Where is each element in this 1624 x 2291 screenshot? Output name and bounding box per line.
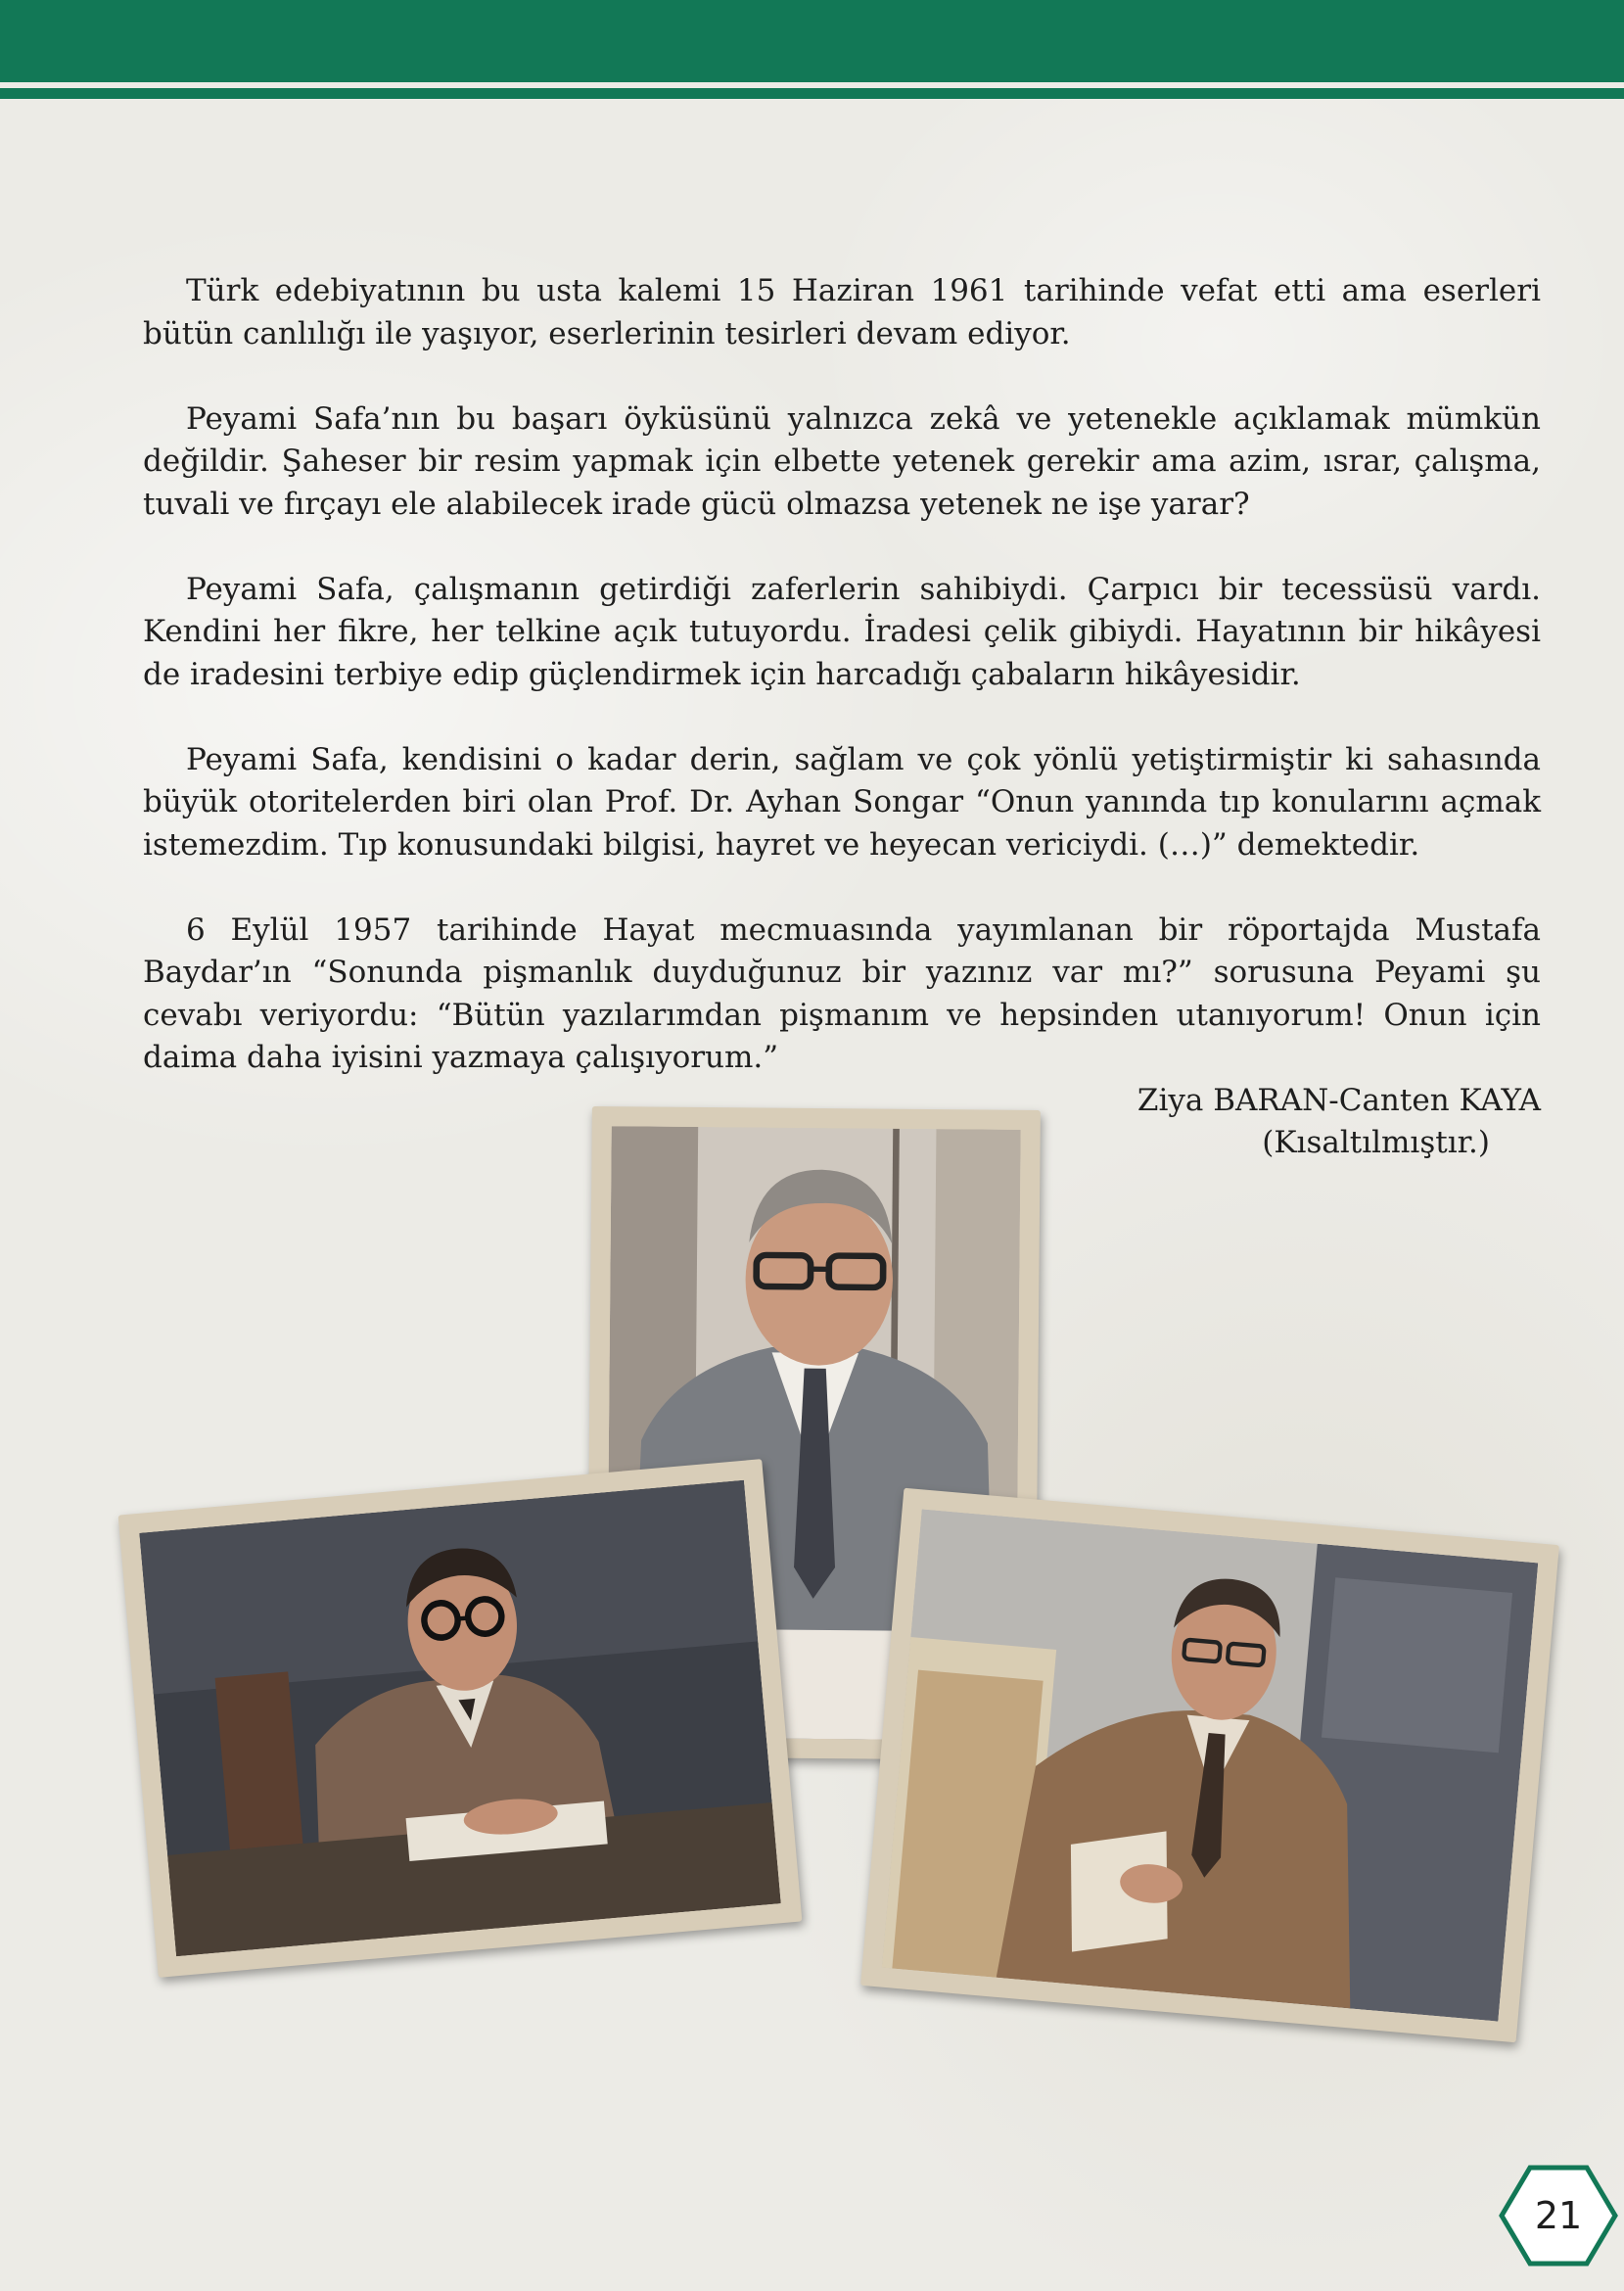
page-number: 21 [1534,2194,1583,2237]
attribution-authors: Ziya BARAN-Canten KAYA [1137,1082,1541,1118]
portrait-desk-image [139,1480,780,1956]
paragraph-2: Peyami Safa’nın bu başarı öyküsünü yalnızca zekâ ve yetenekle açıklamak mümkün değildir. Şaheser bir resim yapmak için elbette yetenek gerekir ama azim, ısrar, çalışma, tuvali ve fırçayı ele alabilecek irade gücü olmazsa yetenek ne işe yarar? [143,400,1541,522]
attribution-note: (Kısaltılmıştır.) [1262,1125,1490,1160]
header-bar [0,0,1624,82]
article-body [143,270,1541,1165]
photo-portrait-desk [118,1459,803,1978]
page-number-badge [1498,2164,1619,2268]
header-line [0,88,1624,99]
paragraph-1: Türk edebiyatının bu usta kalemi 15 Haziran 1961 tarihinde vefat etti ama eserleri bütün canlılığı ile yaşıyor, eserlerinin tesirleri devam ediyor. [143,273,1541,351]
portrait-reading-image [882,1509,1539,2021]
paragraph-4: Peyami Safa, kendisini o kadar derin, sağlam ve çok yönlü yetiştirmiştir ki sahasında büyük otoritelerden biri olan Prof. Dr. Ayhan Songar “Onun yanında tıp konularını açmak istemezdim. Tıp konusundaki bilgisi, hayret ve heyecan vericiydi. (…)” demektedir. [143,741,1541,863]
paragraph-5: 6 Eylül 1957 tarihinde Hayat mecmuasında yayımlanan bir röportajda Mustafa Baydar’ın “Sonunda pişmanlık duyduğunuz bir yazınız var mı?” sorusuna Peyami şu cevabı veriyordu: “Bütün yazılarımdan pişmanım ve hepsinden utanıyorum! Onun için daima daha iyisini yazmaya çalışıyorum.” [143,912,1541,1075]
paragraph-3: Peyami Safa, çalışmanın getirdiği zaferlerin sahibiydi. Çarpıcı bir tecessüsü vardı. Kendini her fikre, her telkine açık tutuyordu. İradesi çelik gibiydi. Hayatının bir hikâyesi de iradesini terbiye edip güçlendirmek için harcadığı çabaların hikâyesidir. [143,571,1541,692]
photo-portrait-reading [860,1488,1559,2043]
